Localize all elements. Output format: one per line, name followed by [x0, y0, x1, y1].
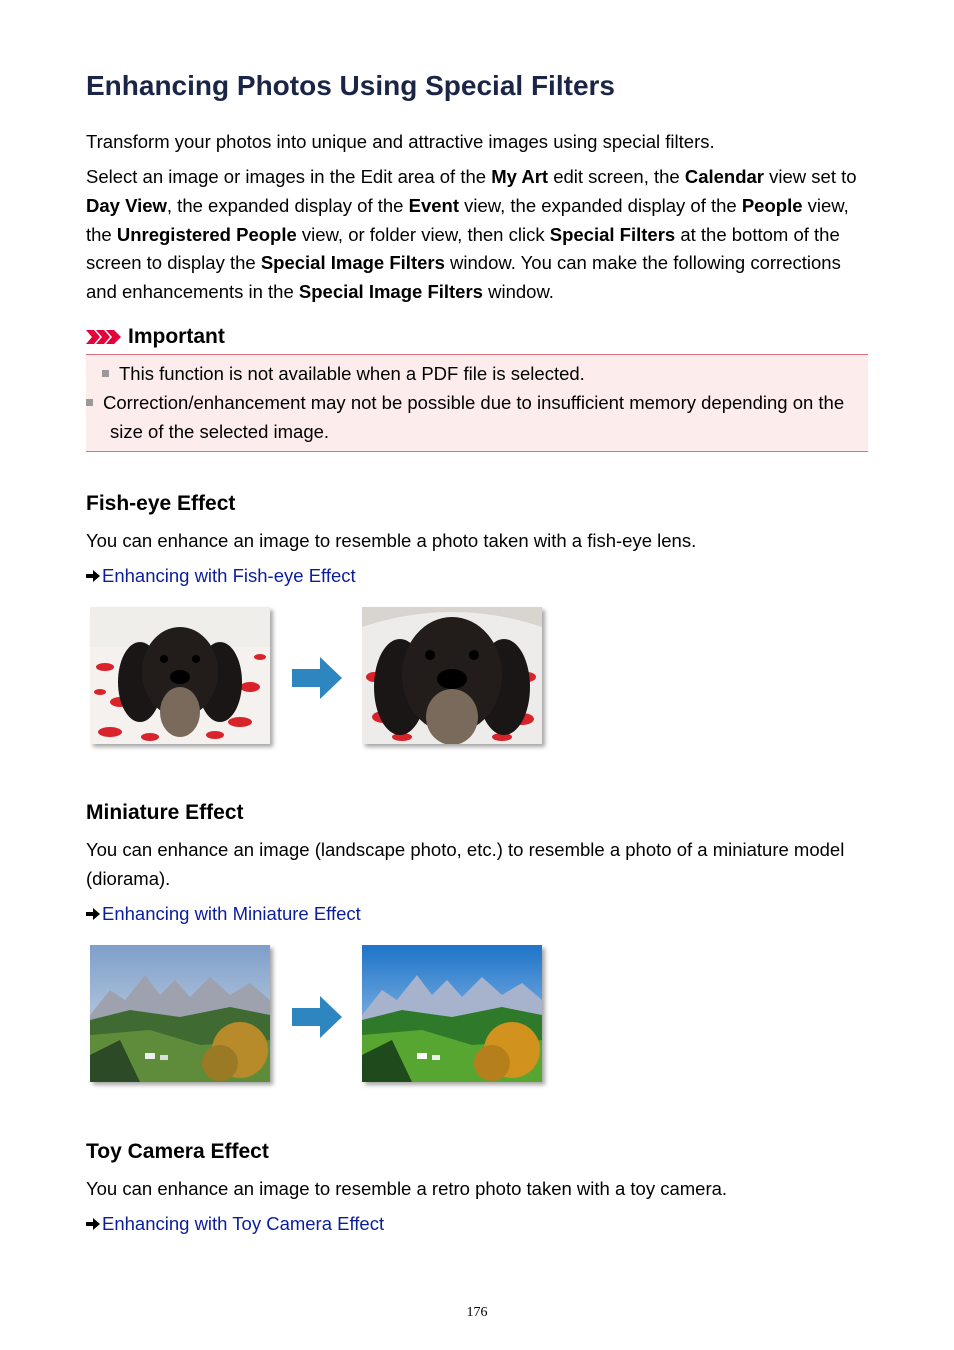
link-miniature-effect[interactable]: Enhancing with Miniature Effect	[86, 903, 361, 925]
miniature-before-image	[90, 945, 270, 1082]
link-toy-camera-effect[interactable]: Enhancing with Toy Camera Effect	[86, 1213, 384, 1235]
fish-eye-after-image	[362, 607, 542, 744]
term-my-art: My Art	[491, 166, 549, 187]
term-day-view: Day View	[86, 194, 167, 216]
square-bullet-icon	[102, 370, 109, 377]
term-special-image-filters-2: Special Image Filters	[298, 281, 483, 303]
page-title: Enhancing Photos Using Special Filters	[86, 70, 615, 101]
page-number: 176	[466, 1305, 488, 1320]
section-desc-miniature: You can enhance an image (landscape photo, etc.) to resemble a photo of a miniature model (diorama).	[86, 839, 845, 889]
arrow-right-icon	[86, 908, 100, 920]
term-special-filters: Special Filters	[549, 223, 676, 245]
term-special-image-filters: Special Image Filters	[260, 252, 445, 274]
term-people: People	[741, 194, 803, 216]
miniature-after-image	[362, 945, 542, 1082]
term-unregistered-people: Unregistered People	[116, 223, 297, 245]
transform-arrow-icon	[292, 657, 342, 699]
link-fish-eye-effect[interactable]: Enhancing with Fish-eye Effect	[86, 565, 356, 587]
important-chevrons-icon	[86, 327, 124, 347]
term-event: Event	[408, 194, 459, 216]
important-item: Correction/enhancement may not be possible due to insufficient memory depending on the size of the selected image.	[110, 389, 862, 446]
section-desc-toy-camera: You can enhance an image to resemble a retro photo taken with a toy camera.	[86, 1178, 728, 1199]
section-heading-miniature: Miniature Effect	[86, 801, 244, 824]
select-paragraph: Select an image or images in the Edit area of the My Art edit screen, the Calendar view set to Day View, the expanded display of the Event view, the expanded display of the People view, the Unregistered People view, or folder view, then click Special Filters at the bottom of the screen to display the Special Image Filters window. You can make the following corrections and enhancements in the Special Image Filters window.	[86, 166, 857, 303]
square-bullet-icon	[86, 399, 93, 406]
fish-eye-before-image	[90, 607, 270, 744]
important-box	[86, 354, 868, 452]
important-heading: Important	[86, 323, 225, 351]
intro-paragraph: Transform your photos into unique and attractive images using special filters.	[86, 131, 715, 152]
section-desc-fish-eye: You can enhance an image to resemble a photo taken with a fish-eye lens.	[86, 530, 697, 551]
section-heading-toy-camera: Toy Camera Effect	[86, 1140, 269, 1163]
section-heading-fish-eye: Fish-eye Effect	[86, 492, 236, 515]
arrow-right-icon	[86, 570, 100, 582]
arrow-right-icon	[86, 1218, 100, 1230]
term-calendar: Calendar	[684, 166, 765, 187]
important-item: This function is not available when a PDF file is selected.	[102, 360, 862, 389]
transform-arrow-icon	[292, 996, 342, 1038]
